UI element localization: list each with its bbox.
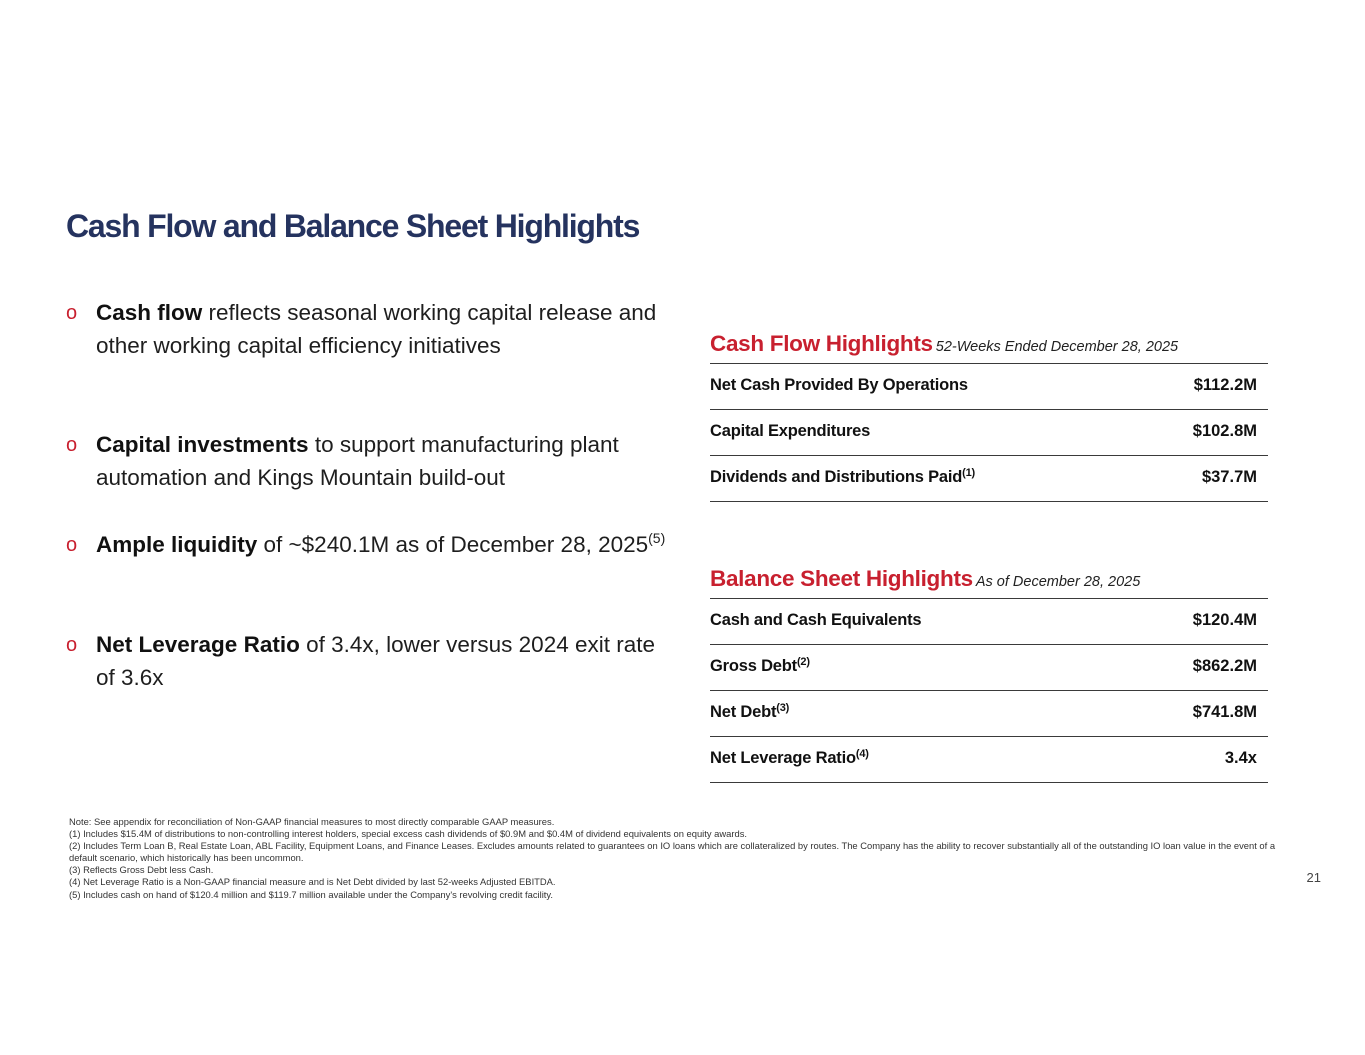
footnote-ref: (2) xyxy=(796,656,810,668)
row-label-text: Dividends and Distributions Paid xyxy=(710,468,963,486)
row-value: $112.2M xyxy=(1193,376,1257,394)
bullet-marker-icon: o xyxy=(66,434,78,456)
balance-sheet-table xyxy=(710,566,1268,783)
row-value: 3.4x xyxy=(1224,749,1257,767)
row-value: $741.8M xyxy=(1192,703,1257,721)
page-title: Cash Flow and Balance Sheet Highlights xyxy=(66,208,640,244)
bullet-marker-icon: o xyxy=(66,302,78,324)
bullet-text xyxy=(96,296,666,362)
table-row xyxy=(710,598,1268,644)
bullet-marker-icon: o xyxy=(66,534,78,556)
row-label xyxy=(710,422,870,441)
footnote-line: (2) Includes Term Loan B, Real Estate Loan, ABL Facility, Equipment Loans, and Finance Leases. Excludes amounts related to guarantees on IO loans which are collateralized by routes. The Company has the ability to recover substantially all of the outstanding IO loan value in the event of a default scenario, which historically has been uncommon. xyxy=(69,840,1276,864)
balance-sheet-subtitle: As of December 28, 2025 xyxy=(975,574,1141,590)
table-row xyxy=(710,644,1268,690)
footnote-line: (1) Includes $15.4M of distributions to non-controlling interest holders, special excess cash dividends of $0.9M and $0.4M of dividend equivalents on equity awards. xyxy=(69,828,747,840)
balance-sheet-header xyxy=(710,566,1268,598)
bullet-bold: Cash flow xyxy=(96,300,203,325)
row-label xyxy=(710,657,810,676)
bullet-rest: of ~$240.1M as of December 28, 2025 xyxy=(257,532,649,557)
row-value: $37.7M xyxy=(1201,468,1257,486)
bullet-rest: to support manufacturing plant automation and Kings Mountain build-out xyxy=(96,432,619,490)
bullet-text xyxy=(96,428,666,494)
footnote-line: (3) Reflects Gross Debt less Cash. xyxy=(69,864,214,876)
balance-sheet-title: Balance Sheet Highlights xyxy=(710,566,973,591)
row-label-text: Net Debt xyxy=(710,703,777,721)
table-row xyxy=(710,736,1268,783)
bullet-text xyxy=(96,528,666,561)
table-row xyxy=(710,690,1268,736)
bullet-rest: reflects seasonal working capital release and other working capital efficiency initiatives xyxy=(96,300,657,358)
bullet-rest: of 3.4x, lower versus 2024 exit rate of 3.6x xyxy=(96,632,656,690)
row-value: $102.8M xyxy=(1192,422,1257,440)
row-label-text: Net Leverage Ratio xyxy=(710,749,856,767)
row-label-text: Capital Expenditures xyxy=(710,422,871,440)
row-value: $862.2M xyxy=(1192,657,1257,675)
row-label xyxy=(710,376,968,395)
row-value: $120.4M xyxy=(1192,611,1257,629)
bullet-bold: Ample liquidity xyxy=(96,532,258,557)
bullet-bold: Net Leverage Ratio xyxy=(96,632,300,657)
footnote-ref: (4) xyxy=(855,748,869,760)
row-label xyxy=(710,468,975,487)
row-label-text: Cash and Cash Equivalents xyxy=(710,611,922,629)
table-row xyxy=(710,455,1268,502)
footnotes xyxy=(69,816,1289,901)
bullet-text xyxy=(96,628,666,694)
footnote-ref: (3) xyxy=(776,702,790,714)
cash-flow-header xyxy=(710,331,1268,363)
page-number: 21 xyxy=(1306,870,1321,885)
row-label-text: Net Cash Provided By Operations xyxy=(710,376,968,394)
footnote-ref: (1) xyxy=(962,467,975,479)
table-row xyxy=(710,409,1268,455)
cash-flow-subtitle: 52-Weeks Ended December 28, 2025 xyxy=(935,339,1179,355)
footnote-line: (5) Includes cash on hand of $120.4 million and $119.7 million available under the Company's revolving credit facility. xyxy=(69,888,554,900)
row-label xyxy=(710,703,789,722)
row-label xyxy=(710,611,921,630)
footnote-line: Note: See appendix for reconciliation of Non-GAAP financial measures to most directly comparable GAAP measures. xyxy=(69,816,555,827)
bullet-marker-icon: o xyxy=(66,634,78,656)
cash-flow-table xyxy=(710,331,1268,502)
row-label-text: Gross Debt xyxy=(710,657,797,675)
cash-flow-title: Cash Flow Highlights xyxy=(710,331,933,356)
footnote-line: (4) Net Leverage Ratio is a Non-GAAP financial measure and is Net Debt divided by last 52-weeks Adjusted EBITDA. xyxy=(69,876,556,888)
table-row xyxy=(710,363,1268,409)
row-label xyxy=(710,749,869,768)
bullet-bold: Capital investments xyxy=(96,432,309,457)
footnote-ref: (5) xyxy=(648,530,666,546)
